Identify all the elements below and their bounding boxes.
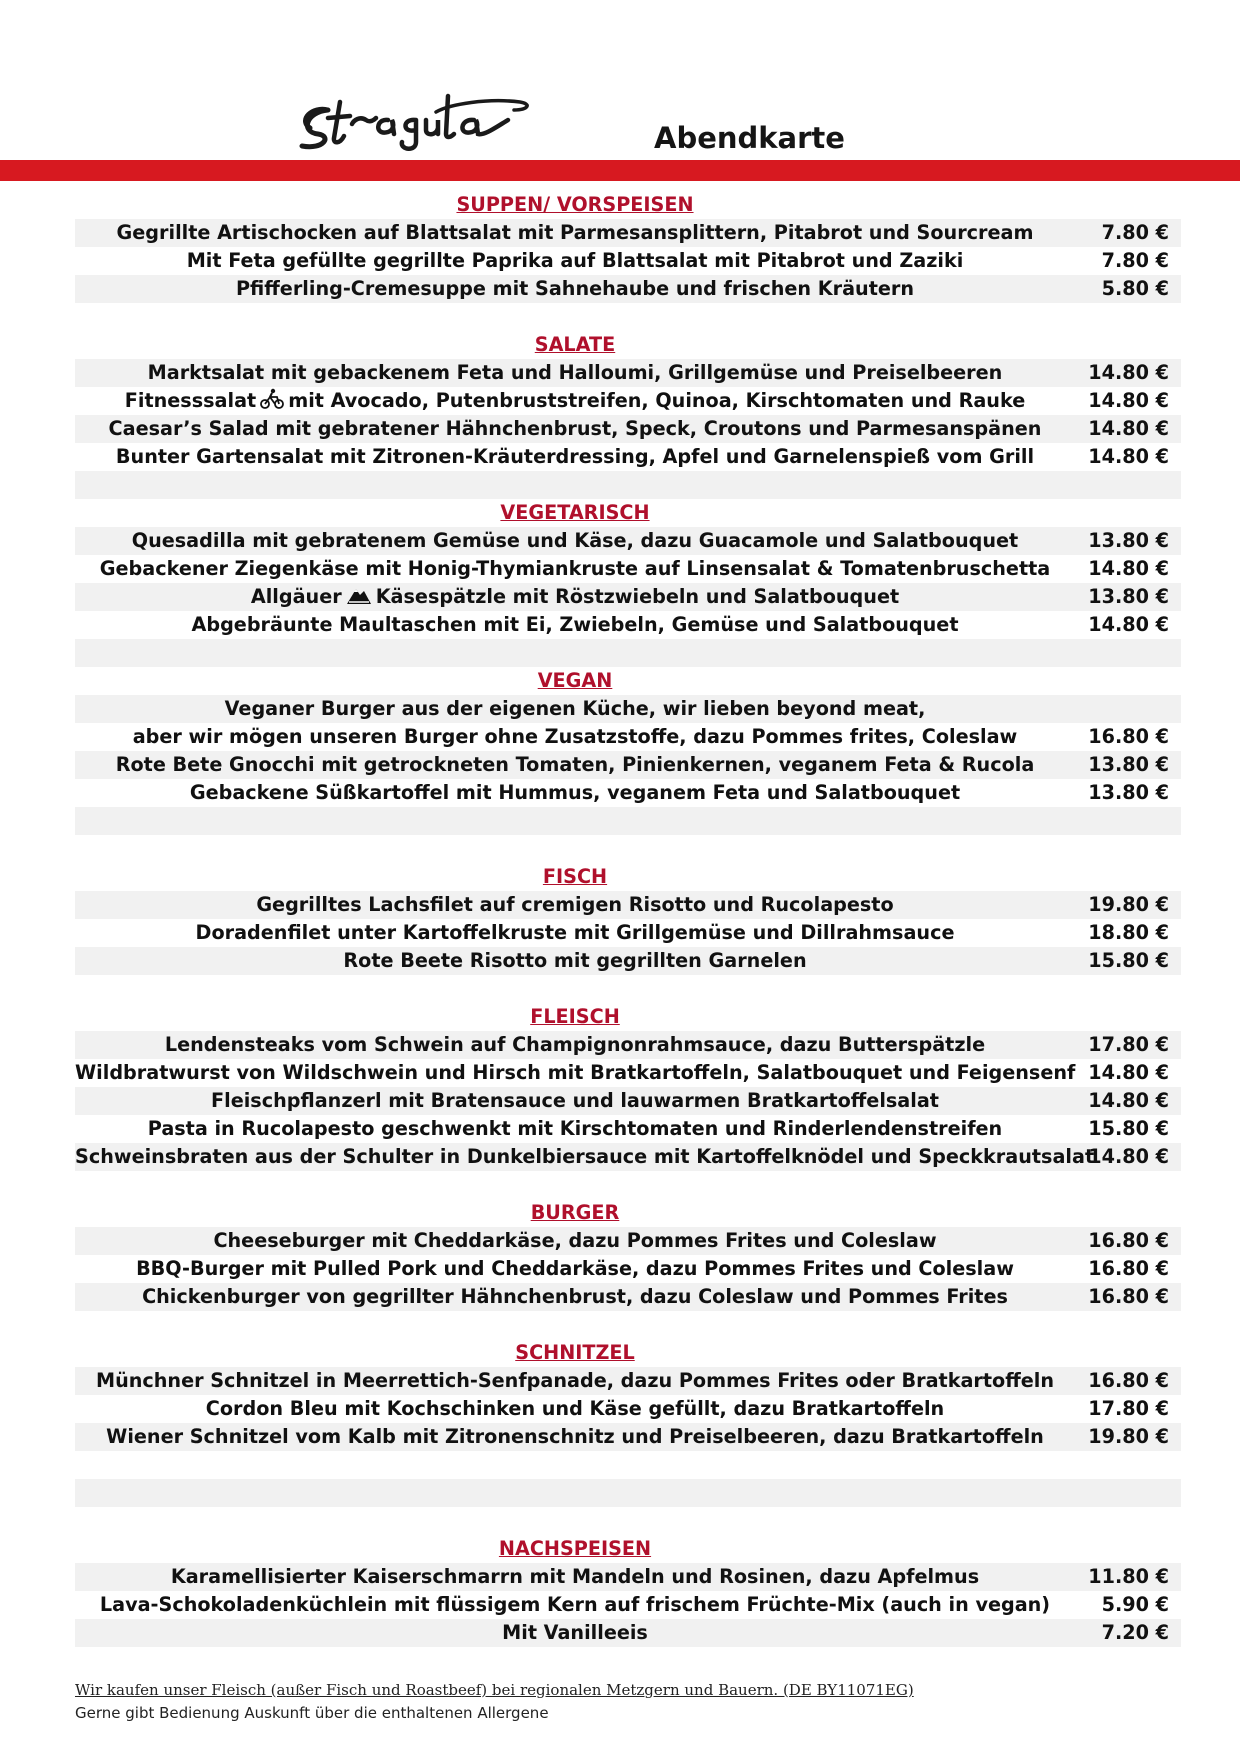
menu-item xyxy=(75,695,1181,723)
section-heading: SALATE xyxy=(534,333,616,356)
menu-item-name-part: Fitnesssalat xyxy=(124,389,257,412)
menu-item xyxy=(75,1031,1181,1059)
menu-item-name: Chickenburger von gegrillter Hähnchenbrust, dazu Coleslaw und Pommes Frites xyxy=(142,1285,1008,1308)
menu-item-name: Gebackener Ziegenkäse mit Honig-Thymiankruste auf Linsensalat & Tomatenbruschetta xyxy=(99,557,1051,580)
menu-item xyxy=(75,723,1181,751)
menu-item xyxy=(75,415,1181,443)
section-heading: NACHSPEISEN xyxy=(498,1537,652,1560)
menu-item xyxy=(75,1059,1181,1087)
header-red-bar xyxy=(0,160,1240,181)
menu-item xyxy=(75,1563,1181,1591)
menu-item-price: 11.80 € xyxy=(1088,1565,1169,1588)
spacer-row xyxy=(75,303,1181,331)
spacer-row xyxy=(75,835,1181,863)
menu-item xyxy=(75,919,1181,947)
menu-item-price: 14.80 € xyxy=(1088,557,1169,580)
section-heading: SCHNITZEL xyxy=(515,1341,635,1364)
section-heading-row xyxy=(75,191,1181,219)
spacer-row xyxy=(75,1507,1181,1535)
section-heading: VEGETARISCH xyxy=(500,501,650,524)
menu-item-name: Münchner Schnitzel in Meerrettich-Senfpanade, dazu Pommes Frites oder Bratkartoffeln xyxy=(95,1369,1055,1392)
menu-item-name-part: mit Avocado, Putenbruststreifen, Quinoa, Kirschtomaten und Rauke xyxy=(288,389,1026,412)
menu-item-name: Cordon Bleu mit Kochschinken und Käse gefüllt, dazu Bratkartoffeln xyxy=(205,1397,945,1420)
menu-item-name: Gegrilltes Lachsfilet auf cremigen Risotto und Rucolapesto xyxy=(256,893,894,916)
menu-item-name: Doradenfilet unter Kartoffelkruste mit Grillgemüse und Dillrahmsauce xyxy=(195,921,955,944)
menu-item-name: aber wir mögen unseren Burger ohne Zusatzstoffe, dazu Pommes frites, Coleslaw xyxy=(132,725,1018,748)
menu-item-name: Mit Feta gefüllte gegrillte Paprika auf Blattsalat mit Pitabrot und Zaziki xyxy=(186,249,964,272)
menu-item xyxy=(75,1423,1181,1451)
menu-item-price: 5.80 € xyxy=(1101,277,1169,300)
menu-item-name: Bunter Gartensalat mit Zitronen-Kräuterdressing, Apfel und Garnelenspieß vom Grill xyxy=(115,445,1035,468)
menu-item-price: 13.80 € xyxy=(1088,753,1169,776)
menu-item xyxy=(75,583,1181,611)
menu-item xyxy=(75,891,1181,919)
menu-item-name: Marktsalat mit gebackenem Feta und Halloumi, Grillgemüse und Preiselbeeren xyxy=(147,361,1003,384)
menu-item xyxy=(75,359,1181,387)
menu-item-name: Rote Beete Risotto mit gegrillten Garnelen xyxy=(343,949,807,972)
menu-item xyxy=(75,751,1181,779)
section-heading: FISCH xyxy=(542,865,608,888)
restaurant-logo xyxy=(288,80,568,160)
menu-item-name: Quesadilla mit gebratenem Gemüse und Käse, dazu Guacamole und Salatbouquet xyxy=(131,529,1019,552)
section-heading: FLEISCH xyxy=(530,1005,620,1028)
menu-item-name: Fleischpflanzerl mit Bratensauce und lauwarmen Bratkartoffelsalat xyxy=(211,1089,939,1112)
menu-item-price: 13.80 € xyxy=(1088,585,1169,608)
menu-item-price: 14.80 € xyxy=(1088,417,1169,440)
menu-item-name: Schweinsbraten aus der Schulter in Dunkelbiersauce mit Kartoffelknödel und Speckkrautsalat xyxy=(75,1145,1095,1168)
menu-item-price: 7.80 € xyxy=(1101,221,1169,244)
menu-item-price: 16.80 € xyxy=(1088,725,1169,748)
menu-item-price: 16.80 € xyxy=(1088,1229,1169,1252)
menu-item-name: Wildbratwurst von Wildschwein und Hirsch mit Bratkartoffeln, Salatbouquet und Feigensenf xyxy=(75,1061,1076,1084)
menu-item-name xyxy=(75,387,1075,415)
menu-item-price: 14.80 € xyxy=(1088,613,1169,636)
menu-item-price: 16.80 € xyxy=(1088,1369,1169,1392)
menu-item-name: BBQ-Burger mit Pulled Pork und Cheddarkäse, dazu Pommes Frites und Coleslaw xyxy=(136,1257,1014,1280)
menu-item-name: Pasta in Rucolapesto geschwenkt mit Kirschtomaten und Rinderlendenstreifen xyxy=(147,1117,1003,1140)
section-heading-row xyxy=(75,863,1181,891)
menu-item-name: Abgebräunte Maultaschen mit Ei, Zwiebeln, Gemüse und Salatbouquet xyxy=(191,613,959,636)
menu-item-price: 7.80 € xyxy=(1101,249,1169,272)
menu-item xyxy=(75,527,1181,555)
logo-script-artwork xyxy=(288,80,568,160)
menu-item xyxy=(75,555,1181,583)
sourcing-note: Wir kaufen unser Fleisch (außer Fisch und Roastbeef) bei regionalen Metzgern und Bauern. (DE BY11071EG) xyxy=(75,1681,914,1699)
menu-item-name-part: Käsespätzle mit Röstzwiebeln und Salatbouquet xyxy=(375,585,900,608)
menu-item xyxy=(75,1087,1181,1115)
section-heading-row xyxy=(75,1003,1181,1031)
menu-item-price: 14.80 € xyxy=(1088,1089,1169,1112)
section-heading: BURGER xyxy=(530,1201,620,1224)
menu-item xyxy=(75,1227,1181,1255)
menu-item-price: 19.80 € xyxy=(1088,1425,1169,1448)
menu-item-price: 14.80 € xyxy=(1088,1061,1169,1084)
menu-item-name: Caesar’s Salad mit gebratener Hähnchenbrust, Speck, Croutons und Parmesanspänen xyxy=(108,417,1042,440)
menu-item xyxy=(75,1367,1181,1395)
menu-item-price: 14.80 € xyxy=(1088,389,1169,412)
menu-item-price: 13.80 € xyxy=(1088,781,1169,804)
menu-item-price: 5.90 € xyxy=(1101,1593,1169,1616)
menu-item-name: Gebackene Süßkartoffel mit Hummus, veganem Feta und Salatbouquet xyxy=(189,781,961,804)
allergen-note: Gerne gibt Bedienung Auskunft über die enthaltenen Allergene xyxy=(75,1704,549,1722)
menu-item-name: Mit Vanilleeis xyxy=(502,1621,648,1644)
spacer-row xyxy=(75,639,1181,667)
menu-item xyxy=(75,1395,1181,1423)
menu-item-name: Pfifferling-Cremesuppe mit Sahnehaube und frischen Kräutern xyxy=(235,277,915,300)
spacer-row xyxy=(75,1311,1181,1339)
section-heading-row xyxy=(75,1199,1181,1227)
menu-item xyxy=(75,947,1181,975)
section-heading: SUPPEN/ VORSPEISEN xyxy=(456,193,694,216)
menu-item-price: 16.80 € xyxy=(1088,1285,1169,1308)
menu-item xyxy=(75,1619,1181,1647)
spacer-row xyxy=(75,471,1181,499)
menu-item-name xyxy=(75,583,1075,611)
menu-item xyxy=(75,1591,1181,1619)
menu-item-price: 14.80 € xyxy=(1088,361,1169,384)
spacer-row xyxy=(75,975,1181,1003)
menu-item-name-part: Allgäuer xyxy=(250,585,342,608)
menu-item-name: Wiener Schnitzel vom Kalb mit Zitronenschnitz und Preiselbeeren, dazu Bratkartoffeln xyxy=(106,1425,1044,1448)
section-heading-row xyxy=(75,667,1181,695)
menu-item-price: 19.80 € xyxy=(1088,893,1169,916)
menu-item-price: 7.20 € xyxy=(1101,1621,1169,1644)
spacer-row xyxy=(75,1451,1181,1479)
spacer-row xyxy=(75,1171,1181,1199)
menu-item-price: 14.80 € xyxy=(1088,445,1169,468)
menu-item-name: Lendensteaks vom Schwein auf Champignonrahmsauce, dazu Butterspätzle xyxy=(164,1033,986,1056)
menu-item-price: 13.80 € xyxy=(1088,529,1169,552)
section-heading: VEGAN xyxy=(537,669,613,692)
menu-item xyxy=(75,779,1181,807)
menu-item-price: 14.80 € xyxy=(1088,1145,1169,1168)
menu-item-price: 18.80 € xyxy=(1088,921,1169,944)
menu-item xyxy=(75,443,1181,471)
menu-item xyxy=(75,247,1181,275)
menu-list xyxy=(75,191,1181,1647)
menu-item-name: Veganer Burger aus der eigenen Küche, wir lieben beyond meat, xyxy=(224,697,926,720)
menu-item-name: Cheeseburger mit Cheddarkäse, dazu Pommes Frites und Coleslaw xyxy=(213,1229,937,1252)
section-heading-row xyxy=(75,331,1181,359)
menu-item xyxy=(75,1283,1181,1311)
menu-item-price: 17.80 € xyxy=(1088,1033,1169,1056)
menu-item-price: 15.80 € xyxy=(1088,949,1169,972)
menu-item-name: Gegrillte Artischocken auf Blattsalat mit Parmesansplittern, Pitabrot und Sourcream xyxy=(116,221,1034,244)
menu-item xyxy=(75,611,1181,639)
section-heading-row xyxy=(75,499,1181,527)
menu-item xyxy=(75,387,1181,415)
cyclist-icon xyxy=(260,388,284,418)
menu-item xyxy=(75,1115,1181,1143)
spacer-row xyxy=(75,807,1181,835)
page-title: Abendkarte xyxy=(654,121,845,155)
section-heading-row xyxy=(75,1535,1181,1563)
spacer-row xyxy=(75,1479,1181,1507)
menu-item-name: Rote Bete Gnocchi mit getrockneten Tomaten, Pinienkernen, veganem Feta & Rucola xyxy=(115,753,1035,776)
menu-item xyxy=(75,275,1181,303)
menu-item-name: Lava-Schokoladenküchlein mit flüssigem Kern auf frischem Früchte-Mix (auch in vegan) xyxy=(99,1593,1051,1616)
section-heading-row xyxy=(75,1339,1181,1367)
menu-item-price: 15.80 € xyxy=(1088,1117,1169,1140)
menu-item-price: 16.80 € xyxy=(1088,1257,1169,1280)
mountain-icon xyxy=(346,584,372,614)
menu-item xyxy=(75,219,1181,247)
menu-item xyxy=(75,1143,1181,1171)
menu-item-name: Karamellisierter Kaiserschmarrn mit Mandeln und Rosinen, dazu Apfelmus xyxy=(170,1565,980,1588)
menu-item-price: 17.80 € xyxy=(1088,1397,1169,1420)
menu-item xyxy=(75,1255,1181,1283)
